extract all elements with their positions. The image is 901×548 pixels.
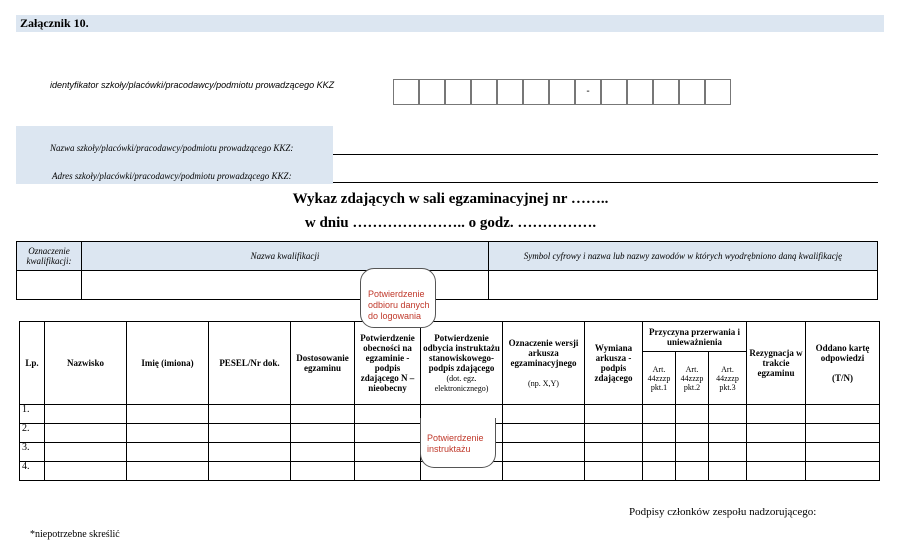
table-cell[interactable] [676, 405, 709, 424]
table-cell[interactable] [806, 462, 880, 481]
table-cell[interactable] [45, 462, 127, 481]
col-card-sub: (T/N) [832, 373, 853, 383]
row-number: 2. [20, 424, 45, 443]
row-number: 3. [20, 443, 45, 462]
col-instruction [421, 322, 503, 405]
school-address-field[interactable] [333, 182, 878, 183]
col-instruction-sub: (dot. egz. elektronicznego) [434, 374, 489, 393]
table-cell[interactable] [355, 424, 421, 443]
col-version [503, 322, 585, 405]
callout-instruction-text: Potwierdzenie instruktażu [427, 433, 484, 454]
school-address-label: Adres szkoły/placówki/pracodawcy/podmiotu prowadzącego KKZ: [52, 171, 292, 181]
table-cell[interactable] [709, 462, 747, 481]
table-cell[interactable] [676, 443, 709, 462]
col-version-main: Oznaczenie wersji arkusza egzaminacyjnego [508, 338, 579, 368]
identifier-box[interactable] [471, 79, 497, 105]
table-cell[interactable] [209, 462, 291, 481]
table-cell[interactable] [127, 424, 209, 443]
col-adaptation: Dostosowanie egzaminu [291, 322, 355, 405]
table-cell[interactable] [585, 424, 643, 443]
table-cell[interactable] [127, 462, 209, 481]
signatures-label: Podpisy członków zespołu nadzorującego: [629, 506, 817, 518]
table-cell[interactable] [806, 405, 880, 424]
table-cell[interactable] [643, 443, 676, 462]
table-cell[interactable] [209, 424, 291, 443]
identifier-box[interactable] [419, 79, 445, 105]
table-cell[interactable] [209, 405, 291, 424]
header-band [16, 15, 884, 32]
table-cell[interactable] [127, 443, 209, 462]
table-cell[interactable] [45, 405, 127, 424]
identifier-box[interactable] [445, 79, 471, 105]
table-cell[interactable] [806, 443, 880, 462]
callout-login-text: Potwierdzenie odbioru danych do logowania [368, 289, 430, 321]
identifier-box[interactable] [523, 79, 549, 105]
qual-profession-cell[interactable] [489, 271, 878, 300]
identifier-box[interactable] [627, 79, 653, 105]
attachment-label: Załącznik 10. [20, 16, 89, 30]
identifier-box[interactable] [497, 79, 523, 105]
table-cell[interactable] [643, 405, 676, 424]
table-cell[interactable] [709, 424, 747, 443]
footnote: *niepotrzebne skreślić [30, 529, 120, 540]
col-art2: Art. 44zzzp pkt.2 [676, 352, 709, 405]
col-firstname: Imię (imiona) [127, 322, 209, 405]
table-cell[interactable] [291, 405, 355, 424]
identifier-box[interactable]: - [575, 79, 601, 105]
school-name-field[interactable] [333, 154, 878, 155]
table-cell[interactable] [585, 405, 643, 424]
qual-code-cell[interactable] [17, 271, 82, 300]
row-number: 4. [20, 462, 45, 481]
qual-profession-header: Symbol cyfrowy i nazwa lub nazwy zawodów w których wyodrębniono daną kwalifikację [489, 242, 878, 271]
table-cell[interactable] [503, 405, 585, 424]
identifier-label: identyfikator szkoły/placówki/pracodawcy/podmiotu prowadzącego KKZ [50, 80, 335, 90]
col-surname: Nazwisko [45, 322, 127, 405]
table-cell[interactable] [355, 405, 421, 424]
title-line1: Wykaz zdających w sali egzaminacyjnej nr …….. [292, 191, 609, 207]
identifier-box[interactable] [679, 79, 705, 105]
qualification-table [16, 241, 878, 300]
col-reason: Przyczyna przerwania i unieważnienia [643, 322, 747, 352]
col-exchange: Wymiana arkusza - podpis zdającego [585, 322, 643, 405]
table-cell[interactable] [747, 424, 806, 443]
col-version-sub: (np. X,Y) [528, 379, 559, 388]
callout-login [360, 268, 436, 328]
identifier-box[interactable] [549, 79, 575, 105]
identifier-box[interactable] [653, 79, 679, 105]
title-line2: w dniu ………………….. o godz. ……………. [304, 215, 597, 231]
table-cell[interactable] [45, 424, 127, 443]
qual-code-header: Oznaczenie kwalifikacji: [17, 242, 82, 271]
table-cell[interactable] [209, 443, 291, 462]
row-number: 1. [20, 405, 45, 424]
table-cell[interactable] [585, 443, 643, 462]
table-cell[interactable] [585, 462, 643, 481]
table-cell[interactable] [291, 424, 355, 443]
col-art3: Art. 44zzzp pkt.3 [709, 352, 747, 405]
table-cell[interactable] [676, 462, 709, 481]
col-instruction-main: Potwierdzenie odbycia instruktażu stanowiskowego- podpis zdającego [423, 333, 500, 373]
table-cell[interactable] [676, 424, 709, 443]
school-name-label: Nazwa szkoły/placówki/pracodawcy/podmiotu prowadzącego KKZ: [50, 143, 294, 153]
identifier-box[interactable] [393, 79, 419, 105]
table-cell[interactable] [503, 462, 585, 481]
col-card-main: Oddano kartę odpowiedzi [815, 343, 870, 363]
table-cell[interactable] [747, 443, 806, 462]
col-pesel: PESEL/Nr dok. [209, 322, 291, 405]
table-cell[interactable] [806, 424, 880, 443]
callout-instruction [420, 418, 496, 468]
table-cell[interactable] [709, 405, 747, 424]
table-cell[interactable] [355, 443, 421, 462]
table-cell[interactable] [503, 443, 585, 462]
table-cell[interactable] [127, 405, 209, 424]
identifier-box[interactable] [705, 79, 731, 105]
col-art1: Art. 44zzzp pkt.1 [643, 352, 676, 405]
identifier-box[interactable] [601, 79, 627, 105]
col-resignation: Rezygnacja w trakcie egzaminu [747, 322, 806, 405]
table-cell[interactable] [643, 424, 676, 443]
table-cell[interactable] [291, 462, 355, 481]
qual-name-header: Nazwa kwalifikacji [82, 242, 489, 271]
table-cell[interactable] [45, 443, 127, 462]
col-card [806, 322, 880, 405]
table-cell[interactable] [291, 443, 355, 462]
table-cell[interactable] [709, 443, 747, 462]
table-cell[interactable] [747, 462, 806, 481]
table-cell[interactable] [503, 424, 585, 443]
col-lp: Lp. [20, 322, 45, 405]
table-cell[interactable] [643, 462, 676, 481]
col-presence: Potwierdzenie obecności na egzaminie - podpis zdającego N – nieobecny [355, 322, 421, 405]
table-cell[interactable] [747, 405, 806, 424]
table-cell[interactable] [355, 462, 421, 481]
